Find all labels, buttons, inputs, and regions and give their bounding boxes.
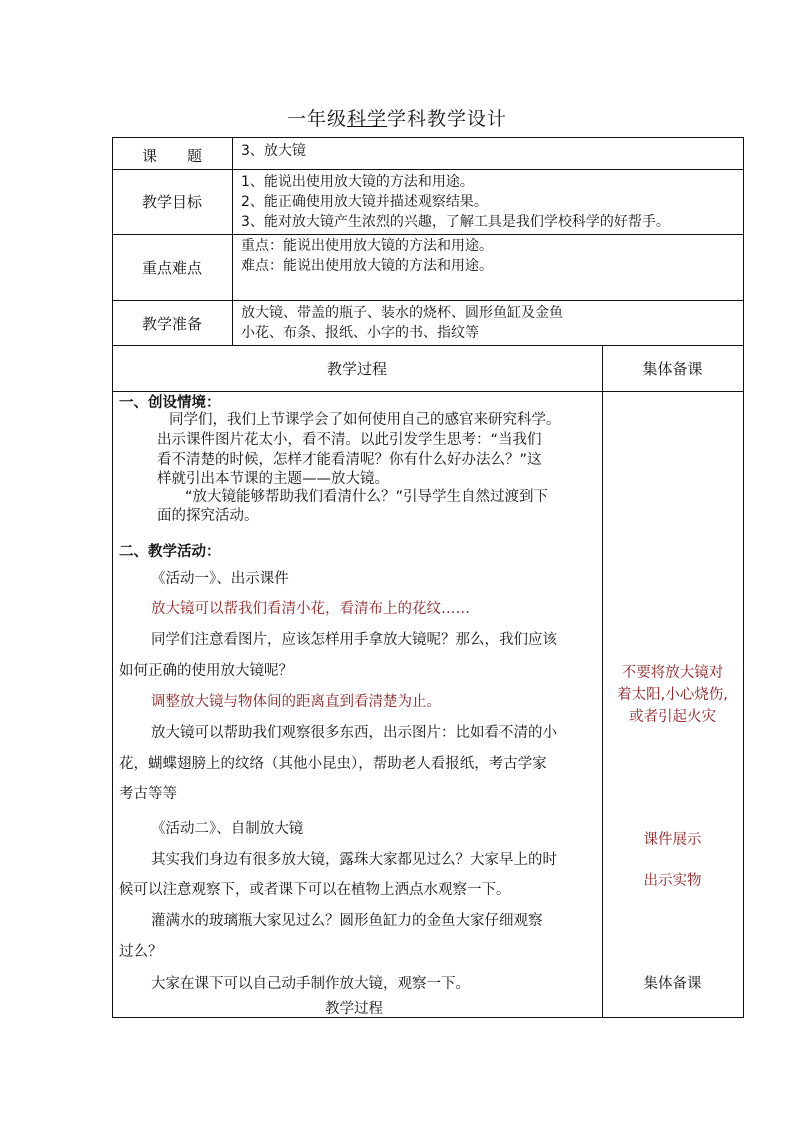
keypoint-item: 重点：能说出使用放大镜的方法和用途。 (241, 238, 493, 254)
keypoint-item: 难点：能说出使用放大镜的方法和用途。 (241, 258, 493, 274)
topic-value: 3、放大镜 (241, 143, 306, 159)
title-prefix: 一年级 (286, 108, 347, 130)
paragraph-line: 放大镜可以帮助我们观察很多东西，出示图片：比如看不清的小 (151, 725, 557, 741)
objects-note: 出示实物 (643, 873, 702, 889)
table-line (112, 1017, 744, 1018)
goal-item: 2、能正确使用放大镜并描述观察结果。 (241, 194, 488, 210)
paragraph-line: “放大镜能够帮助我们看清什么？”引导学生自然过渡到下 (185, 489, 549, 505)
process-footer: 教学过程 (325, 1001, 383, 1017)
paragraph-line: 看不清楚的时候，怎样才能看清呢？你有什么好办法么？”这 (157, 452, 542, 468)
paragraph-line: 其实我们身边有很多放大镜，露珠大家都见过么？大家早上的时 (151, 852, 557, 868)
paragraph-line: 过么？ (119, 944, 163, 960)
goal-item: 3、能对放大镜产生浓烈的兴趣，了解工具是我们学校科学的好帮手。 (241, 214, 670, 230)
paragraph-line: 大家在课下可以自己动手制作放大镜，观察一下。 (151, 976, 470, 992)
table-line (112, 391, 744, 392)
table-line (232, 137, 233, 346)
paragraph-line: 候可以注意观察下，或者课下可以在植物上洒点水观察一下。 (119, 882, 511, 898)
section-heading: 二、教学活动： (119, 544, 221, 560)
paragraph-line: 考古等等 (119, 786, 177, 802)
prep-item: 放大镜、带盖的瓶子、装水的烧杯、圆形鱼缸及金鱼 (241, 305, 563, 321)
keypoints-label: 重点难点 (141, 259, 202, 277)
table-line (112, 300, 744, 301)
topic-label: 课 题 (141, 147, 202, 165)
goal-item: 1、能说出使用放大镜的方法和用途。 (241, 174, 474, 190)
courseware-note: 课件展示 (643, 832, 702, 848)
note-line: 着太阳,小心烧伤, (617, 687, 728, 703)
group-prep-note: 集体备课 (643, 976, 702, 992)
paragraph-line: 同学们注意看图片，应该怎样用手拿放大镜呢？那么，我们应该 (151, 632, 557, 648)
table-line (112, 169, 744, 170)
safety-note (602, 662, 743, 728)
prep-label: 教学准备 (141, 315, 202, 333)
section-heading: 一、创设情境： (119, 395, 221, 411)
title-suffix: 学科教学设计 (387, 108, 508, 130)
paragraph-line: 如何正确的使用放大镜呢？ (119, 663, 293, 679)
table-line (743, 137, 744, 1018)
collective-prep-header: 集体备课 (642, 360, 703, 378)
table-line (112, 345, 744, 346)
paragraph-line: 出示课件图片花太小，看不清。以此引发学生思考：“当我们 (157, 432, 542, 448)
table-line (112, 137, 744, 138)
table-line (112, 234, 744, 235)
paragraph-line: 同学们，我们上节课学会了如何使用自己的感官来研究科学。 (169, 412, 561, 428)
paragraph-line: 花，蝴蝶翅膀上的纹络（其他小昆虫），帮助老人看报纸，考古学家 (119, 756, 547, 772)
paragraph-line: 样就引出本节课的主题——放大镜。 (157, 471, 389, 487)
note-line: 或者引起火灾 (629, 709, 716, 725)
activity-title: 《活动二》、自制放大镜 (151, 821, 304, 837)
process-header: 教学过程 (326, 360, 387, 378)
note-line: 不要将放大镜对 (621, 665, 724, 681)
highlight-line: 放大镜可以帮我们看清小花，看清布上的花纹…… (151, 601, 470, 617)
paragraph-line: 面的探究活动。 (157, 508, 259, 524)
highlight-line: 调整放大镜与物体间的距离直到看清楚为止。 (151, 694, 441, 710)
page-title (0, 104, 794, 131)
activity-title: 《活动一》、出示课件 (151, 571, 289, 587)
goals-label: 教学目标 (141, 193, 202, 211)
prep-item: 小花、布条、报纸、小字的书、指纹等 (241, 325, 479, 341)
title-subject: 科学 (346, 108, 387, 130)
paragraph-line: 灌满水的玻璃瓶大家见过么？圆形鱼缸力的金鱼大家仔细观察 (151, 913, 543, 929)
